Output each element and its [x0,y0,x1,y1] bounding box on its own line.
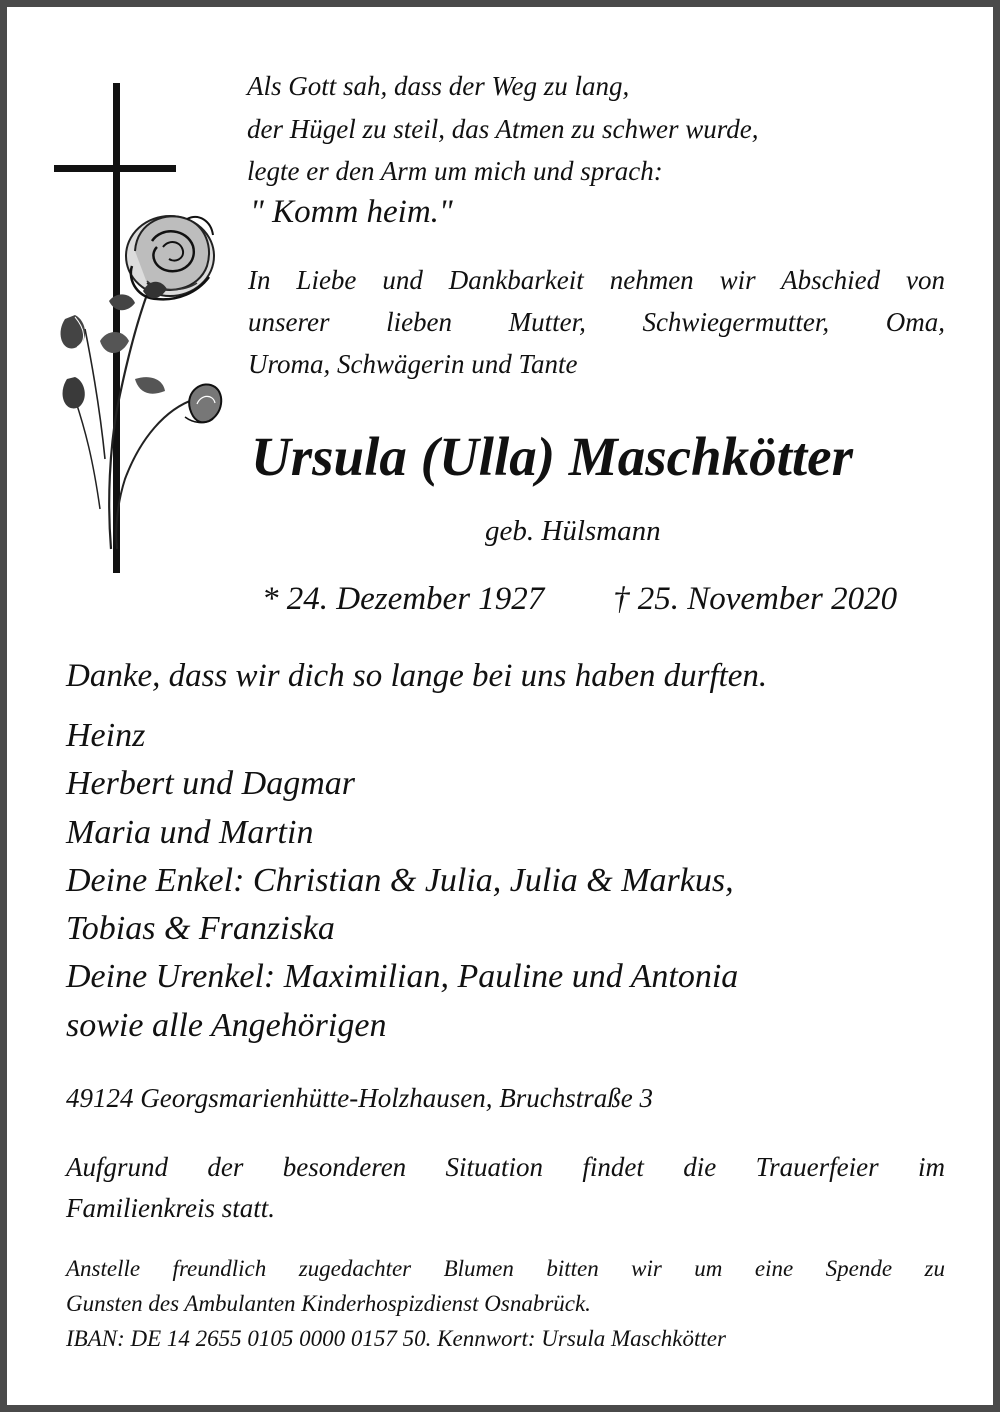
intro-line: In Liebe und Dankbarkeit nehmen wir Abschied von [248,265,945,295]
family-member: Deine Urenkel: Maximilian, Pauline und Antonia [66,958,739,996]
donation-note [66,1251,945,1356]
intro-line: unserer lieben Mutter, Schwiegermutter, Oma, [248,307,945,337]
rose-bud [185,384,221,422]
intro-line: Uroma, Schwägerin und Tante [248,349,578,379]
family-member: Herbert und Dagmar [66,765,355,803]
cross-with-rose-icon [45,79,230,579]
address: 49124 Georgsmarienhütte-Holzhausen, Bruchstraße 3 [66,1083,653,1113]
poem-quote: " Komm heim." [250,194,453,230]
rose-head [126,216,214,299]
funeral-note [66,1147,945,1229]
poem [247,65,758,193]
cross-horizontal-beam [54,165,176,172]
maiden-name: geb. Hülsmann [485,515,661,547]
family-member: Tobias & Franziska [66,910,335,948]
family-list [66,712,738,1050]
birth-date: * 24. Dezember 1927 [262,581,545,617]
family-member: Deine Enkel: Christian & Julia, Julia & Markus, [66,861,734,899]
poem-line: Als Gott sah, dass der Weg zu lang, [247,71,630,101]
death-date: † 25. November 2020 [613,581,898,617]
donation-line: Anstelle freundlich zugedachter Blumen bitten wir um eine Spende zu [66,1256,945,1281]
thanks-line: Danke, dass wir dich so lange bei uns haben durften. [66,658,768,694]
funeral-note-line: Aufgrund der besonderen Situation findet die Trauerfeier im [66,1152,945,1182]
family-member: Maria und Martin [66,813,314,851]
deceased-name: Ursula (Ulla) Maschkötter [251,426,853,487]
poem-line: der Hügel zu steil, das Atmen zu schwer wurde, [247,113,759,144]
family-member: sowie alle Angehörigen [66,1006,387,1044]
poem-line: legte er den Arm um mich und sprach: [247,156,663,186]
intro-text [248,259,945,385]
donation-line: Gunsten des Ambulanten Kinderhospizdienst Osnabrück. [66,1291,591,1316]
funeral-note-line: Familienkreis statt. [66,1193,275,1223]
donation-line: IBAN: DE 14 2655 0105 0000 0157 50. Kennwort: Ursula Maschkötter [66,1326,726,1351]
family-member: Heinz [66,717,146,754]
